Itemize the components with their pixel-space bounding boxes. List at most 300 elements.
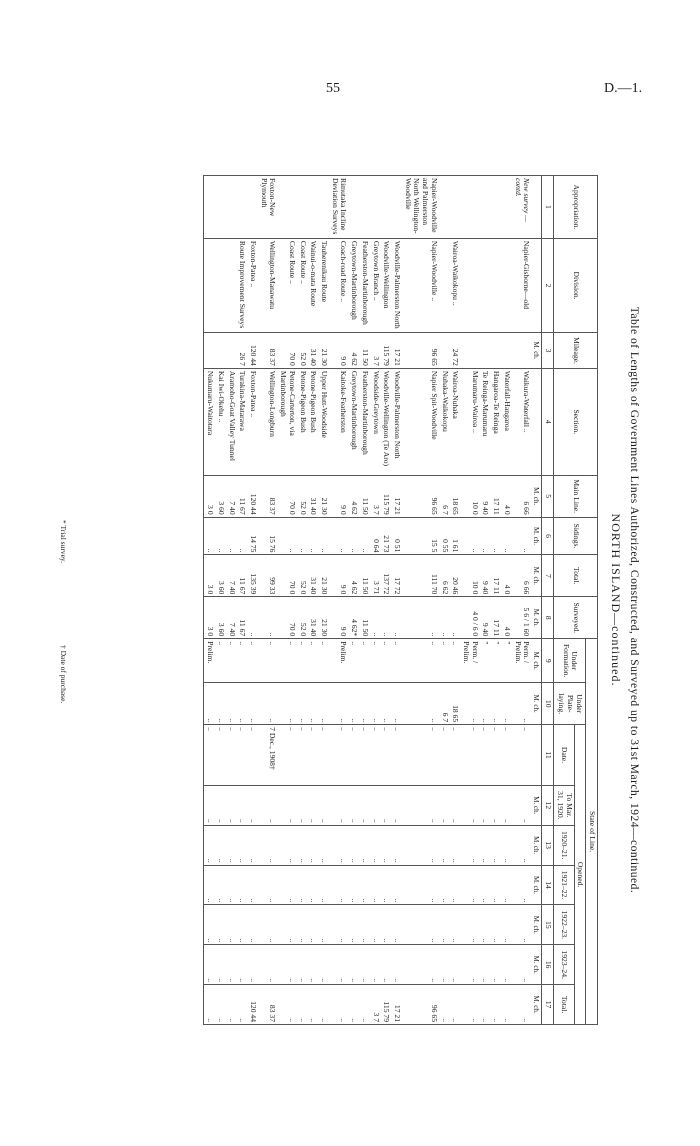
cell-c17: 17 21 bbox=[391, 985, 402, 1025]
cell-plat: .. bbox=[215, 683, 226, 725]
cell-c13: .. bbox=[204, 825, 215, 865]
cell-form: .. bbox=[215, 639, 226, 683]
unit-cell: M. ch. bbox=[531, 517, 542, 555]
cell-sec: Te Reinga-Marumaru bbox=[480, 368, 491, 475]
cell-c17: .. bbox=[460, 985, 479, 1025]
cell-c15: .. bbox=[391, 905, 402, 945]
cell-tot: 21 30 bbox=[318, 555, 329, 597]
cell-sid: 14 75 bbox=[247, 517, 258, 555]
column-number: 11 bbox=[542, 725, 554, 786]
cell-c16: .. bbox=[226, 945, 237, 985]
cell-mil: 3 7 bbox=[370, 333, 381, 369]
cell-sur: 21 30 bbox=[318, 597, 329, 639]
cell-tot: 10 0 bbox=[460, 555, 479, 597]
table-row bbox=[348, 176, 359, 1025]
column-number: 3 bbox=[542, 333, 554, 369]
cell-c17: .. bbox=[237, 985, 248, 1025]
cell-sec: Wairoa-Nuhaka bbox=[450, 368, 461, 475]
cell-form: .. bbox=[247, 639, 258, 683]
cell-c16: .. bbox=[329, 945, 348, 985]
cell-app bbox=[460, 176, 479, 239]
cell-date: .. bbox=[359, 725, 370, 786]
cell-plat: .. bbox=[329, 683, 348, 725]
cell-c16: .. bbox=[450, 945, 461, 985]
cell-div bbox=[490, 238, 501, 332]
cell-c15: .. bbox=[329, 905, 348, 945]
column-number: 2 bbox=[542, 238, 554, 332]
cell-mil: 96 65 bbox=[402, 333, 439, 369]
cell-c14: .. bbox=[512, 865, 531, 905]
cell-date: .. bbox=[308, 725, 319, 786]
cell-app: Foxton-New Plymouth bbox=[258, 176, 277, 239]
cell-c13: .. bbox=[370, 825, 381, 865]
cell-mil: 11 50 bbox=[359, 333, 370, 369]
cell-main: 96 65 bbox=[402, 475, 439, 517]
cell-sid: 21 73 bbox=[381, 517, 392, 555]
header-state-of-line: State of Line. bbox=[586, 639, 598, 1025]
table-row bbox=[381, 176, 392, 1025]
cell-mil bbox=[439, 333, 450, 369]
cell-sid: .. bbox=[308, 517, 319, 555]
cell-c13: .. bbox=[402, 825, 439, 865]
cell-form: .. bbox=[450, 639, 461, 683]
cell-c16: .. bbox=[490, 945, 501, 985]
table-row bbox=[490, 176, 501, 1025]
cell-sec: Woodville-Wellington (Te Aro) bbox=[381, 368, 392, 475]
cell-c17: .. bbox=[450, 985, 461, 1025]
cell-c12: .. bbox=[450, 785, 461, 825]
cell-sec: Wellington-Longburn bbox=[258, 368, 277, 475]
cell-mil: 9 0 bbox=[329, 333, 348, 369]
cell-main: 21 30 bbox=[318, 475, 329, 517]
column-number: 1 bbox=[542, 176, 554, 239]
cell-c12: .. bbox=[439, 785, 450, 825]
cell-c17: .. bbox=[318, 985, 329, 1025]
table-row bbox=[247, 176, 258, 1025]
cell-tot: 31 40 bbox=[308, 555, 319, 597]
cell-c15: .. bbox=[450, 905, 461, 945]
cell-mil: 17 21 bbox=[391, 333, 402, 369]
cell-plat: .. bbox=[402, 683, 439, 725]
cell-c13: .. bbox=[329, 825, 348, 865]
cell-main: 6 7 bbox=[439, 475, 450, 517]
cell-c15: .. bbox=[247, 905, 258, 945]
unit-cell: M. ch. bbox=[531, 825, 542, 865]
cell-sur: 7 40 bbox=[226, 597, 237, 639]
cell-date: .. bbox=[277, 725, 296, 786]
cell-tot: 4 0 bbox=[501, 555, 512, 597]
cell-form: .. bbox=[308, 639, 319, 683]
cell-plat: .. bbox=[226, 683, 237, 725]
table-row bbox=[308, 176, 319, 1025]
cell-app bbox=[348, 176, 359, 239]
cell-c17: .. bbox=[480, 985, 491, 1025]
cell-sur: 70 0 bbox=[277, 597, 296, 639]
cell-c16: .. bbox=[247, 945, 258, 985]
cell-plat: .. bbox=[359, 683, 370, 725]
cell-mil bbox=[490, 333, 501, 369]
cell-div: Woodville-Wellington bbox=[381, 238, 392, 332]
cell-c15: .. bbox=[480, 905, 491, 945]
cell-c13: .. bbox=[277, 825, 296, 865]
cell-c15: .. bbox=[402, 905, 439, 945]
cell-main: 7 40 bbox=[226, 475, 237, 517]
cell-c17: 83 37 bbox=[258, 985, 277, 1025]
cell-app bbox=[308, 176, 319, 239]
cell-main: 83 37 bbox=[258, 475, 277, 517]
cell-c12: .. bbox=[359, 785, 370, 825]
cell-main: 3 7 bbox=[370, 475, 381, 517]
cell-c13: .. bbox=[348, 825, 359, 865]
cell-c15: .. bbox=[318, 905, 329, 945]
cell-div: Greytown Branch .. bbox=[370, 238, 381, 332]
cell-date: .. bbox=[512, 725, 531, 786]
cell-c16: .. bbox=[308, 945, 319, 985]
page-reference: D.—1. bbox=[604, 81, 643, 96]
cell-plat: .. bbox=[370, 683, 381, 725]
cell-main: 3 0 bbox=[204, 475, 215, 517]
unit-cell: M. ch. bbox=[531, 905, 542, 945]
table-row bbox=[329, 176, 348, 1025]
cell-sur: 17 11 bbox=[490, 597, 501, 639]
cell-main: 9 40 bbox=[480, 475, 491, 517]
cell-plat: .. bbox=[308, 683, 319, 725]
cell-tot: 7 40 bbox=[226, 555, 237, 597]
table-row bbox=[318, 176, 329, 1025]
cell-plat: .. bbox=[318, 683, 329, 725]
cell-mil bbox=[460, 333, 479, 369]
cell-mil: 70 0 bbox=[277, 333, 296, 369]
cell-app bbox=[204, 176, 215, 239]
cell-sur: 11 50 bbox=[359, 597, 370, 639]
cell-sid: .. bbox=[490, 517, 501, 555]
unit-cell: M. ch. bbox=[531, 985, 542, 1025]
cell-sid: 1 61 bbox=[450, 517, 461, 555]
cell-date: .. bbox=[501, 725, 512, 786]
cell-c15: .. bbox=[501, 905, 512, 945]
cell-sur: .. bbox=[450, 597, 461, 639]
cell-date: .. bbox=[247, 725, 258, 786]
cell-c14: .. bbox=[204, 865, 215, 905]
cell-form: .. bbox=[237, 639, 248, 683]
cell-tot: 3 60 bbox=[215, 555, 226, 597]
cell-main: 10 0 bbox=[460, 475, 479, 517]
cell-app bbox=[490, 176, 501, 239]
header-under-platelaying: Under Plate-laying. bbox=[554, 683, 586, 725]
cell-sec: Waterfall-Hangaroa bbox=[501, 368, 512, 475]
cell-c12: .. bbox=[402, 785, 439, 825]
cell-c12: .. bbox=[370, 785, 381, 825]
rotated-table-block bbox=[50, 175, 640, 1025]
cell-c15: .. bbox=[439, 905, 450, 945]
cell-c16: .. bbox=[277, 945, 296, 985]
cell-c12: .. bbox=[381, 785, 392, 825]
column-number: 7 bbox=[542, 555, 554, 597]
cell-app: Napier-Woodville and Palmerston North Wellington-Woodville bbox=[402, 176, 439, 239]
cell-div bbox=[460, 238, 479, 332]
cell-form: .. bbox=[359, 639, 370, 683]
cell-sur: 31 40 bbox=[308, 597, 319, 639]
cell-app bbox=[439, 176, 450, 239]
cell-div bbox=[226, 238, 237, 332]
cell-c13: .. bbox=[215, 825, 226, 865]
cell-c12: .. bbox=[512, 785, 531, 825]
unit-cell bbox=[531, 238, 542, 332]
cell-sid: 15 76 bbox=[258, 517, 277, 555]
cell-mil: 52 0 bbox=[297, 333, 308, 369]
cell-sur: .. bbox=[258, 597, 277, 639]
cell-c14: .. bbox=[237, 865, 248, 905]
cell-sid: .. bbox=[318, 517, 329, 555]
cell-mil: 24 72 bbox=[450, 333, 461, 369]
cell-form: .. bbox=[318, 639, 329, 683]
cell-c17: .. bbox=[490, 985, 501, 1025]
header-total: Total. bbox=[554, 555, 598, 597]
cell-div: Coach-road Route .. bbox=[329, 238, 348, 332]
column-number: 12 bbox=[542, 785, 554, 825]
cell-c13: .. bbox=[460, 825, 479, 865]
cell-c15: .. bbox=[237, 905, 248, 945]
cell-form: Prelim. bbox=[204, 639, 215, 683]
cell-div: Napier-Gisborne—old bbox=[512, 238, 531, 332]
cell-c17: .. bbox=[226, 985, 237, 1025]
cell-div: Greytown-Martinborough bbox=[348, 238, 359, 332]
cell-app bbox=[480, 176, 491, 239]
cell-sec: Upper Hutt-Woodside bbox=[318, 368, 329, 475]
cell-tot: 20 46 bbox=[450, 555, 461, 597]
cell-app bbox=[370, 176, 381, 239]
cell-main: 11 67 bbox=[237, 475, 248, 517]
cell-main: 17 11 bbox=[490, 475, 501, 517]
cell-main: 70 0 bbox=[277, 475, 296, 517]
cell-tot: 9 0 bbox=[329, 555, 348, 597]
cell-c13: .. bbox=[480, 825, 491, 865]
cell-sec: Aramoho-Goat Valley Tunnel bbox=[226, 368, 237, 475]
header-sidings: Sidings. bbox=[554, 517, 598, 555]
cell-sid: .. bbox=[237, 517, 248, 555]
cell-c14: .. bbox=[215, 865, 226, 905]
cell-c13: .. bbox=[501, 825, 512, 865]
cell-plat: .. bbox=[512, 683, 531, 725]
cell-plat: 6 7 bbox=[439, 683, 450, 725]
cell-c13: .. bbox=[359, 825, 370, 865]
unit-cell: M. ch. bbox=[531, 639, 542, 683]
cell-c16: .. bbox=[480, 945, 491, 985]
cell-c17: .. bbox=[204, 985, 215, 1025]
cell-sur: 4 0 / 6 0 bbox=[460, 597, 479, 639]
cell-sid: .. bbox=[297, 517, 308, 555]
cell-form: Perm. / Prelim. bbox=[460, 639, 479, 683]
table-row bbox=[226, 176, 237, 1025]
cell-app bbox=[359, 176, 370, 239]
header-appropriation: Appropriation. bbox=[554, 176, 598, 239]
cell-main: 52 0 bbox=[297, 475, 308, 517]
cell-c16: .. bbox=[391, 945, 402, 985]
cell-plat: .. bbox=[490, 683, 501, 725]
unit-cell bbox=[531, 368, 542, 475]
cell-mil bbox=[215, 333, 226, 369]
header-section: Section. bbox=[554, 368, 598, 475]
cell-sur: 5 6 / 1 60 bbox=[512, 597, 531, 639]
cell-c13: .. bbox=[450, 825, 461, 865]
cell-c16: .. bbox=[348, 945, 359, 985]
cell-tot: 52 0 bbox=[297, 555, 308, 597]
table-subtitle: NORTH ISLAND—continued. bbox=[609, 513, 623, 687]
cell-form: .. bbox=[297, 639, 308, 683]
cell-mil bbox=[226, 333, 237, 369]
cell-sec: Woodville-Palmerston North bbox=[391, 368, 402, 475]
table-row bbox=[237, 176, 248, 1025]
cell-form: " bbox=[501, 639, 512, 683]
cell-form: .. bbox=[277, 639, 296, 683]
cell-sec: Turakina-Matarawa bbox=[237, 368, 248, 475]
cell-tot: 6 62 bbox=[439, 555, 450, 597]
cell-c12: .. bbox=[460, 785, 479, 825]
cell-c16: .. bbox=[460, 945, 479, 985]
cell-form: Prelim. bbox=[329, 639, 348, 683]
cell-c17: .. bbox=[329, 985, 348, 1025]
unit-cell: M. ch. bbox=[531, 597, 542, 639]
cell-sec: Waikura-Waterfall .. bbox=[512, 368, 531, 475]
cell-tot: 70 0 bbox=[277, 555, 296, 597]
column-number: 14 bbox=[542, 865, 554, 905]
cell-c13: .. bbox=[226, 825, 237, 865]
cell-c13: .. bbox=[439, 825, 450, 865]
cell-app bbox=[501, 176, 512, 239]
cell-sid: .. bbox=[348, 517, 359, 555]
cell-sur: 3 60 bbox=[215, 597, 226, 639]
header-1923-24: 1923–24. bbox=[554, 945, 574, 985]
cell-main: 3 60 bbox=[215, 475, 226, 517]
cell-c15: .. bbox=[215, 905, 226, 945]
cell-sec: Marumaru-Wairoa .. bbox=[460, 368, 479, 475]
cell-c12: .. bbox=[297, 785, 308, 825]
cell-sid: .. bbox=[480, 517, 491, 555]
cell-div: Tauherenikau Route bbox=[318, 238, 329, 332]
cell-c17: .. bbox=[359, 985, 370, 1025]
cell-date: .. bbox=[215, 725, 226, 786]
cell-sid: 15 5 bbox=[402, 517, 439, 555]
footnote-date-of-purchase: † Date of purchase. bbox=[59, 645, 68, 704]
cell-tot: 6 66 bbox=[512, 555, 531, 597]
cell-sur: .. bbox=[370, 597, 381, 639]
cell-tot: 17 72 bbox=[391, 555, 402, 597]
cell-c16: .. bbox=[237, 945, 248, 985]
cell-date: .. bbox=[450, 725, 461, 786]
cell-c14: .. bbox=[308, 865, 319, 905]
cell-sid: .. bbox=[501, 517, 512, 555]
cell-div bbox=[480, 238, 491, 332]
unit-cell: M. ch. bbox=[531, 945, 542, 985]
cell-c14: .. bbox=[297, 865, 308, 905]
cell-sur: .. bbox=[439, 597, 450, 639]
header-surveyed: Surveyed. bbox=[554, 597, 598, 639]
cell-plat: .. bbox=[501, 683, 512, 725]
cell-div: Wellington-Manawatu bbox=[258, 238, 277, 332]
cell-date: .. bbox=[391, 725, 402, 786]
cell-c12: .. bbox=[237, 785, 248, 825]
cell-form: .. bbox=[370, 639, 381, 683]
cell-c15: .. bbox=[381, 905, 392, 945]
cell-c15: .. bbox=[359, 905, 370, 945]
cell-mil: 120 44 bbox=[247, 333, 258, 369]
cell-c13: .. bbox=[381, 825, 392, 865]
cell-c16: .. bbox=[318, 945, 329, 985]
cell-c12: .. bbox=[480, 785, 491, 825]
cell-c17: .. bbox=[308, 985, 319, 1025]
table-row bbox=[450, 176, 461, 1025]
cell-app: Rimutaka Incline Deviation Surveys bbox=[329, 176, 348, 239]
cell-date: .. bbox=[370, 725, 381, 786]
table-row bbox=[402, 176, 439, 1025]
unit-cell: M. ch. bbox=[531, 683, 542, 725]
cell-app bbox=[381, 176, 392, 239]
header-1921-22: 1921–22. bbox=[554, 865, 574, 905]
cell-plat: .. bbox=[480, 683, 491, 725]
cell-date: .. bbox=[204, 725, 215, 786]
cell-c14: .. bbox=[391, 865, 402, 905]
column-number: 10 bbox=[542, 683, 554, 725]
cell-c16: .. bbox=[297, 945, 308, 985]
cell-plat: .. bbox=[277, 683, 296, 725]
cell-c16: .. bbox=[359, 945, 370, 985]
cell-c16: .. bbox=[512, 945, 531, 985]
column-number: 8 bbox=[542, 597, 554, 639]
cell-c14: .. bbox=[329, 865, 348, 905]
cell-sur: .. bbox=[247, 597, 258, 639]
unit-cell: M. ch. bbox=[531, 333, 542, 369]
cell-tot: 9 40 bbox=[480, 555, 491, 597]
cell-mil: 4 62 bbox=[348, 333, 359, 369]
cell-date: .. bbox=[318, 725, 329, 786]
cell-c12: .. bbox=[277, 785, 296, 825]
cell-c17: .. bbox=[439, 985, 450, 1025]
cell-form: Perm. / Prelim. bbox=[512, 639, 531, 683]
cell-c12: .. bbox=[501, 785, 512, 825]
cell-main: 9 0 bbox=[329, 475, 348, 517]
cell-c12: .. bbox=[490, 785, 501, 825]
cell-c14: .. bbox=[402, 865, 439, 905]
cell-app bbox=[247, 176, 258, 239]
cell-div: Coast Route .. bbox=[297, 238, 308, 332]
cell-form: .. bbox=[381, 639, 392, 683]
cell-c14: .. bbox=[348, 865, 359, 905]
cell-tot: 99 33 bbox=[258, 555, 277, 597]
header-mileage: Mileage. bbox=[554, 333, 598, 369]
cell-sur: 9 0 bbox=[329, 597, 348, 639]
cell-sid: .. bbox=[277, 517, 296, 555]
cell-c14: .. bbox=[247, 865, 258, 905]
cell-tot: 17 11 bbox=[490, 555, 501, 597]
cell-sid: 0 51 bbox=[391, 517, 402, 555]
cell-main: 18 65 bbox=[450, 475, 461, 517]
cell-plat: .. bbox=[381, 683, 392, 725]
column-number: 13 bbox=[542, 825, 554, 865]
cell-c12: .. bbox=[226, 785, 237, 825]
cell-c14: .. bbox=[480, 865, 491, 905]
cell-c14: .. bbox=[450, 865, 461, 905]
cell-mil bbox=[204, 333, 215, 369]
cell-sid: .. bbox=[460, 517, 479, 555]
cell-form: .. bbox=[439, 639, 450, 683]
cell-c13: .. bbox=[297, 825, 308, 865]
cell-form: .. bbox=[391, 639, 402, 683]
cell-c15: .. bbox=[308, 905, 319, 945]
cell-app bbox=[391, 176, 402, 239]
lengths-table bbox=[203, 175, 598, 1025]
cell-date: .. bbox=[297, 725, 308, 786]
table-title: Table of Lengths of Government Lines Authorized, Constructed, and Surveyed up to 31st March, 1924—continued. bbox=[628, 306, 640, 894]
